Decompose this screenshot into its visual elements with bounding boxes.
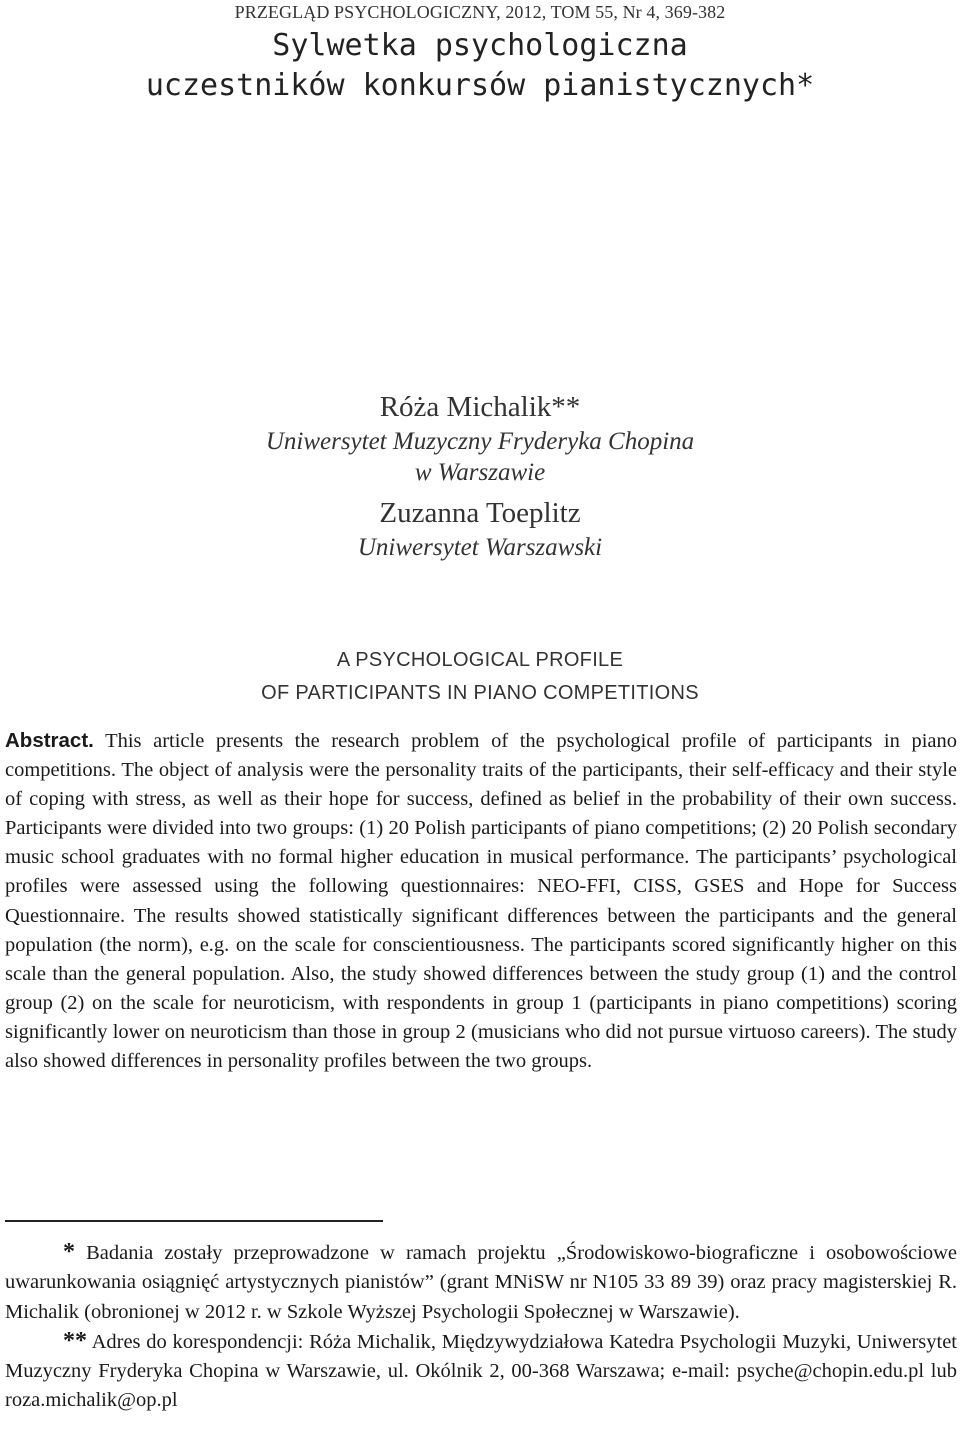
author-name: Róża Michalik**: [379, 391, 581, 423]
english-title-line-1: A PSYCHOLOGICAL PROFILE: [336, 649, 624, 671]
footnote-1: [5, 1238, 957, 1327]
author-affiliation: Uniwersytet Warszawski: [357, 534, 603, 561]
footnote-text: Badania zostały przeprowadzone w ramach projektu „Środowiskowo-biograficzne i osobowościowe uwarunkowania osiągnięć artystycznych pianistów” (grant MNiSW nr N105 33 89 39) oraz pracy magisterskiej R. Michalik (obronionej w 2012 r. w Szkole Wyższej Psychologii Społecznej w Warszawie).: [5, 1242, 957, 1323]
footnote-2: [5, 1327, 957, 1416]
abstract-label: Abstract.: [5, 729, 94, 752]
article-title: [0, 26, 960, 106]
english-title-line-2: OF PARTICIPANTS IN PIANO COMPETITIONS: [261, 682, 699, 704]
author-2: [0, 494, 960, 563]
author-list: [0, 388, 960, 563]
footnote-text: Adres do korespondencji: Róża Michalik, Międzywydziałowa Katedra Psychologii Muzyki, Uniwersytet Muzyczny Fryderyka Chopina w Warszawie, ul. Okólnik 2, 00-368 Warszawa; e-mail: psyche@chopin.edu.pl lub roza.michalik@op.pl: [5, 1330, 957, 1412]
abstract-text: This article presents the research problem of the psychological profile of participants in piano competitions. The object of analysis were the personality traits of the participants, their self-efficacy and their style of coping with stress, as well as their hope for success, defined as belief in the probability of their own success. Participants were divided into two groups: (1) 20 Polish participants of piano competitions; (2) 20 Polish secondary music school graduates with no formal higher education in musical performance. The participants’ psychological profiles were assessed using the following questionnaires: NEO-FFI, CISS, GSES and Hope for Success Questionnaire. The results showed statistically significant differences between the participants and the general population (the norm), e.g. on the scale for conscientiousness. The participants scored significantly higher on this scale than the general population. Also, the study showed differences between the study group (1) and the control group (2) on the scale for neuroticism, with respondents in group 1 (participants in piano competitions) scoring significantly lower on neuroticism than those in group 2 (musicians who did not pursue virtuoso careers). The study also showed differences in personality profiles between the two groups.: [5, 730, 957, 1073]
footnote-mark: *: [63, 1239, 75, 1265]
author-name: Zuzanna Toeplitz: [379, 497, 581, 529]
article-title-line-1: Sylwetka psychologiczna: [272, 28, 688, 63]
running-head: PRZEGLĄD PSYCHOLOGICZNY, 2012, TOM 55, Nr 4, 369-382: [234, 2, 726, 22]
author-affiliation: Uniwersytet Muzyczny Fryderyka Chopina: [265, 428, 695, 455]
author-1: [0, 388, 960, 488]
footnotes: [5, 1238, 957, 1416]
footnote-mark: **: [63, 1327, 87, 1354]
author-affiliation-cont: w Warszawie: [414, 459, 546, 486]
english-title: [0, 644, 960, 710]
abstract: [5, 726, 957, 1076]
article-title-line-2: uczestników konkursów pianistycznych*: [145, 68, 815, 103]
footnote-separator: [5, 1220, 383, 1222]
